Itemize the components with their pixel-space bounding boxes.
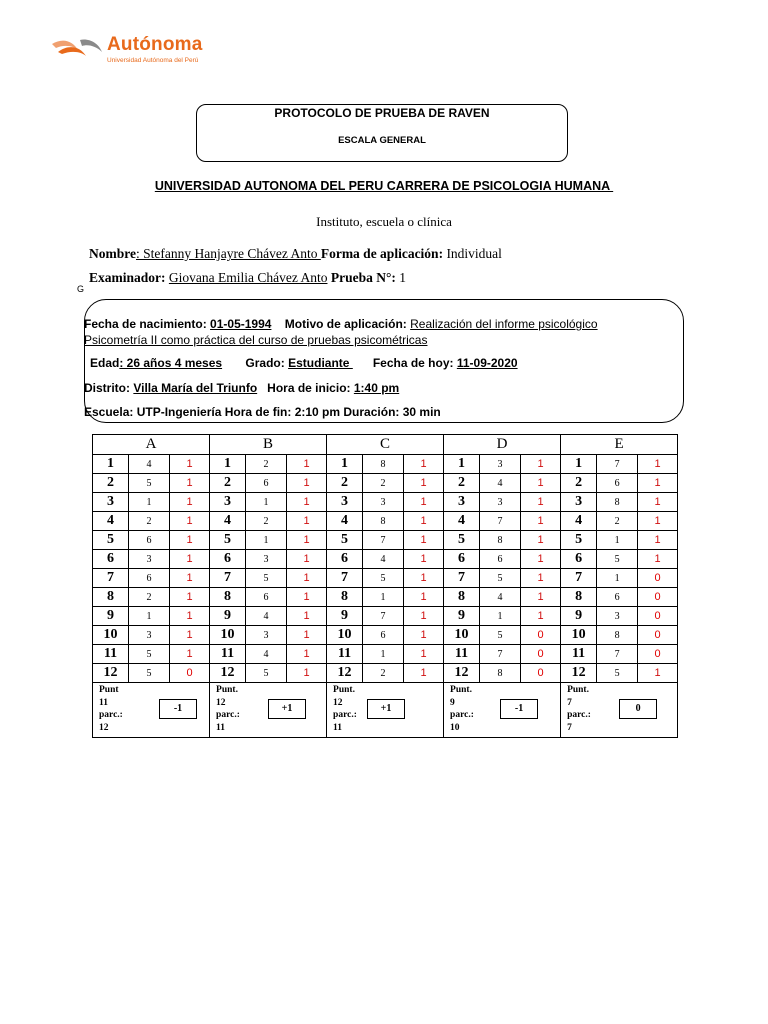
table-row bbox=[93, 512, 678, 531]
edad-value: : 26 años 4 meses bbox=[119, 356, 223, 370]
score-difference-box: +1 bbox=[367, 699, 405, 719]
score-mark-cell: 1 bbox=[287, 645, 327, 664]
item-number: 8 bbox=[93, 588, 129, 607]
item-number: 1 bbox=[327, 455, 363, 474]
item-number: 4 bbox=[561, 512, 597, 531]
score-mark-cell: 1 bbox=[170, 455, 210, 474]
table-row bbox=[93, 493, 678, 512]
university-logo bbox=[50, 32, 220, 68]
answer-cell: 1 bbox=[363, 588, 404, 607]
partial-score-row bbox=[93, 683, 678, 738]
answer-cell: 1 bbox=[597, 569, 638, 588]
answer-cell: 2 bbox=[246, 455, 287, 474]
answer-cell: 8 bbox=[363, 455, 404, 474]
partial-score-cell bbox=[561, 683, 678, 738]
score-mark-cell: 1 bbox=[404, 607, 444, 626]
item-number: 8 bbox=[210, 588, 246, 607]
item-number: 3 bbox=[444, 493, 480, 512]
item-number: 3 bbox=[561, 493, 597, 512]
answer-cell: 6 bbox=[597, 588, 638, 607]
item-number: 6 bbox=[327, 550, 363, 569]
item-number: 9 bbox=[210, 607, 246, 626]
item-number: 2 bbox=[93, 474, 129, 493]
distrito-value: Villa María del Triunfo bbox=[133, 381, 258, 395]
fecha-hoy-value: 11-09-2020 bbox=[456, 356, 518, 370]
score-mark-cell: 1 bbox=[638, 550, 678, 569]
item-number: 8 bbox=[327, 588, 363, 607]
answer-cell: 8 bbox=[480, 531, 521, 550]
name-line bbox=[89, 246, 502, 262]
school-line: Escuela: UTP-Ingeniería Hora de fin: 2:10 pm Duración: 30 min bbox=[84, 405, 441, 419]
table-row bbox=[93, 588, 678, 607]
answer-cell: 1 bbox=[597, 531, 638, 550]
nombre-value: : Stefanny Hanjayre Chávez Anto bbox=[136, 246, 321, 261]
answer-cell: 2 bbox=[363, 474, 404, 493]
item-number: 5 bbox=[210, 531, 246, 550]
item-number: 11 bbox=[93, 645, 129, 664]
g-mark: G bbox=[77, 284, 85, 294]
forma-label: Forma de aplicación: bbox=[320, 246, 444, 261]
column-header-e: E bbox=[561, 435, 678, 455]
answer-cell: 6 bbox=[129, 569, 170, 588]
answer-cell: 1 bbox=[129, 493, 170, 512]
item-number: 10 bbox=[327, 626, 363, 645]
item-number: 1 bbox=[561, 455, 597, 474]
logo-swoosh-icon bbox=[50, 36, 104, 62]
partial-score-cell bbox=[93, 683, 210, 738]
answer-cell: 4 bbox=[363, 550, 404, 569]
answer-cell: 6 bbox=[246, 474, 287, 493]
answer-cell: 4 bbox=[246, 607, 287, 626]
logo-subtitle: Universidad Autónoma del Perú bbox=[107, 57, 199, 64]
answer-cell: 7 bbox=[597, 645, 638, 664]
answer-cell: 5 bbox=[597, 550, 638, 569]
item-number: 6 bbox=[93, 550, 129, 569]
answer-cell: 5 bbox=[363, 569, 404, 588]
score-mark-cell: 1 bbox=[404, 588, 444, 607]
score-mark-cell: 1 bbox=[521, 550, 561, 569]
item-number: 1 bbox=[93, 455, 129, 474]
column-header-a: A bbox=[93, 435, 210, 455]
item-number: 5 bbox=[444, 531, 480, 550]
score-mark-cell: 1 bbox=[404, 550, 444, 569]
item-number: 3 bbox=[210, 493, 246, 512]
column-header-row bbox=[93, 435, 678, 455]
column-header-d: D bbox=[444, 435, 561, 455]
table-row bbox=[93, 645, 678, 664]
fecha-hoy-label: Fecha de hoy: bbox=[372, 356, 454, 370]
answer-cell: 2 bbox=[597, 512, 638, 531]
item-number: 12 bbox=[561, 664, 597, 683]
distrito-label: Distrito: bbox=[84, 381, 130, 395]
item-number: 4 bbox=[210, 512, 246, 531]
table-row bbox=[93, 607, 678, 626]
table-row bbox=[93, 626, 678, 645]
partial-score-text: Punt. 12 parc.: 11 bbox=[333, 685, 357, 733]
score-mark-cell: 1 bbox=[287, 493, 327, 512]
grado-value: Estudiante bbox=[288, 356, 353, 370]
answer-cell: 4 bbox=[480, 588, 521, 607]
examinador-label: Examinador: bbox=[89, 270, 166, 285]
answer-cell: 5 bbox=[129, 645, 170, 664]
answer-cell: 1 bbox=[246, 531, 287, 550]
university-heading: UNIVERSIDAD AUTONOMA DEL PERU CARRERA DE PSICOLOGIA HUMANA bbox=[154, 179, 614, 193]
answer-cell: 7 bbox=[480, 645, 521, 664]
answer-cell: 6 bbox=[129, 531, 170, 550]
item-number: 11 bbox=[444, 645, 480, 664]
answer-cell: 7 bbox=[480, 512, 521, 531]
score-mark-cell: 1 bbox=[521, 493, 561, 512]
answer-cell: 7 bbox=[363, 607, 404, 626]
partial-score-text: Punt 11 parc.: 12 bbox=[99, 685, 123, 733]
item-number: 8 bbox=[444, 588, 480, 607]
item-number: 9 bbox=[444, 607, 480, 626]
item-number: 3 bbox=[93, 493, 129, 512]
score-mark-cell: 1 bbox=[638, 493, 678, 512]
answer-cell: 3 bbox=[363, 493, 404, 512]
score-mark-cell: 1 bbox=[170, 550, 210, 569]
score-mark-cell: 1 bbox=[287, 550, 327, 569]
item-number: 6 bbox=[561, 550, 597, 569]
partial-score-cell bbox=[327, 683, 444, 738]
hora-inicio-value: 1:40 pm bbox=[353, 381, 400, 395]
score-mark-cell: 1 bbox=[170, 588, 210, 607]
score-difference-box: -1 bbox=[500, 699, 538, 719]
item-number: 7 bbox=[210, 569, 246, 588]
answer-cell: 6 bbox=[363, 626, 404, 645]
answer-cell: 3 bbox=[246, 550, 287, 569]
item-number: 12 bbox=[93, 664, 129, 683]
score-mark-cell: 1 bbox=[287, 474, 327, 493]
score-mark-cell: 1 bbox=[521, 531, 561, 550]
partial-score-text: Punt. 7 parc.: 7 bbox=[567, 685, 591, 733]
score-difference-box: 0 bbox=[619, 699, 657, 719]
answer-cell: 5 bbox=[480, 569, 521, 588]
score-mark-cell: 1 bbox=[404, 664, 444, 683]
score-mark-cell: 1 bbox=[521, 455, 561, 474]
answer-cell: 7 bbox=[597, 455, 638, 474]
score-mark-cell: 1 bbox=[638, 474, 678, 493]
fecha-nac-value: 01-05-1994 bbox=[210, 317, 272, 331]
table-row bbox=[93, 664, 678, 683]
score-mark-cell: 1 bbox=[287, 512, 327, 531]
score-mark-cell: 1 bbox=[638, 455, 678, 474]
score-mark-cell: 1 bbox=[287, 664, 327, 683]
partial-score-text: Punt. 12 parc.: 11 bbox=[216, 685, 240, 733]
partial-score-text: Punt. 9 parc.: 10 bbox=[450, 685, 474, 733]
answer-cell: 2 bbox=[129, 588, 170, 607]
answer-cell: 7 bbox=[363, 531, 404, 550]
item-number: 4 bbox=[444, 512, 480, 531]
protocol-subtitle: ESCALA GENERAL bbox=[338, 135, 426, 146]
institute-line: Instituto, escuela o clínica bbox=[316, 214, 452, 229]
grado-label: Grado: bbox=[245, 356, 285, 370]
score-mark-cell: 0 bbox=[521, 664, 561, 683]
answer-cell: 5 bbox=[246, 664, 287, 683]
score-mark-cell: 1 bbox=[287, 531, 327, 550]
item-number: 11 bbox=[210, 645, 246, 664]
answer-cell: 3 bbox=[480, 455, 521, 474]
edad-label: Edad bbox=[90, 356, 120, 370]
answer-cell: 5 bbox=[597, 664, 638, 683]
column-header-c: C bbox=[327, 435, 444, 455]
score-mark-cell: 1 bbox=[521, 588, 561, 607]
score-mark-cell: 1 bbox=[170, 531, 210, 550]
protocol-title-box bbox=[196, 104, 568, 162]
score-mark-cell: 0 bbox=[638, 588, 678, 607]
answer-cell: 4 bbox=[129, 455, 170, 474]
item-number: 7 bbox=[93, 569, 129, 588]
answer-cell: 5 bbox=[129, 474, 170, 493]
score-mark-cell: 1 bbox=[404, 455, 444, 474]
item-number: 6 bbox=[444, 550, 480, 569]
score-mark-cell: 0 bbox=[638, 626, 678, 645]
item-number: 12 bbox=[444, 664, 480, 683]
partial-score-cell bbox=[444, 683, 561, 738]
score-mark-cell: 1 bbox=[638, 512, 678, 531]
answer-cell: 8 bbox=[480, 664, 521, 683]
item-number: 11 bbox=[327, 645, 363, 664]
item-number: 3 bbox=[327, 493, 363, 512]
logo-name: Autónoma bbox=[107, 34, 203, 55]
answer-cell: 8 bbox=[597, 493, 638, 512]
item-number: 5 bbox=[93, 531, 129, 550]
score-mark-cell: 1 bbox=[404, 645, 444, 664]
column-header-b: B bbox=[210, 435, 327, 455]
examiner-line bbox=[89, 270, 406, 286]
item-number: 2 bbox=[210, 474, 246, 493]
birth-motive-line bbox=[84, 317, 598, 331]
score-mark-cell: 1 bbox=[404, 474, 444, 493]
answer-cell: 3 bbox=[597, 607, 638, 626]
answer-cell: 4 bbox=[480, 474, 521, 493]
answer-cell: 4 bbox=[246, 645, 287, 664]
score-mark-cell: 0 bbox=[638, 607, 678, 626]
answer-cell: 2 bbox=[129, 512, 170, 531]
score-mark-cell: 1 bbox=[170, 493, 210, 512]
table-row bbox=[93, 474, 678, 493]
score-mark-cell: 1 bbox=[521, 607, 561, 626]
table-row bbox=[93, 531, 678, 550]
answer-cell: 5 bbox=[480, 626, 521, 645]
answer-cell: 8 bbox=[363, 512, 404, 531]
nombre-label: Nombre bbox=[89, 246, 136, 261]
score-mark-cell: 1 bbox=[287, 588, 327, 607]
item-number: 10 bbox=[561, 626, 597, 645]
item-number: 1 bbox=[210, 455, 246, 474]
item-number: 6 bbox=[210, 550, 246, 569]
score-mark-cell: 1 bbox=[287, 455, 327, 474]
item-number: 12 bbox=[327, 664, 363, 683]
score-mark-cell: 1 bbox=[287, 607, 327, 626]
answer-cell: 6 bbox=[246, 588, 287, 607]
score-mark-cell: 1 bbox=[521, 474, 561, 493]
item-number: 2 bbox=[444, 474, 480, 493]
fecha-nac-label: Fecha de nacimiento: bbox=[84, 317, 207, 331]
score-mark-cell: 0 bbox=[521, 645, 561, 664]
score-mark-cell: 1 bbox=[404, 569, 444, 588]
hora-inicio-label: Hora de inicio: bbox=[267, 381, 351, 395]
item-number: 7 bbox=[327, 569, 363, 588]
answer-cell: 6 bbox=[597, 474, 638, 493]
forma-value: Individual bbox=[446, 246, 502, 261]
prueba-label: Prueba N°: bbox=[330, 270, 396, 285]
item-number: 5 bbox=[561, 531, 597, 550]
item-number: 1 bbox=[444, 455, 480, 474]
answer-cell: 3 bbox=[129, 550, 170, 569]
score-mark-cell: 1 bbox=[404, 626, 444, 645]
answer-cell: 2 bbox=[246, 512, 287, 531]
motivo-label: Motivo de aplicación: bbox=[284, 317, 407, 331]
item-number: 4 bbox=[327, 512, 363, 531]
score-mark-cell: 1 bbox=[404, 493, 444, 512]
score-mark-cell: 1 bbox=[638, 664, 678, 683]
score-table bbox=[92, 434, 678, 738]
district-line bbox=[84, 381, 399, 395]
item-number: 9 bbox=[327, 607, 363, 626]
score-mark-cell: 0 bbox=[638, 645, 678, 664]
item-number: 12 bbox=[210, 664, 246, 683]
score-mark-cell: 1 bbox=[287, 626, 327, 645]
table-row bbox=[93, 569, 678, 588]
score-mark-cell: 1 bbox=[170, 569, 210, 588]
item-number: 11 bbox=[561, 645, 597, 664]
score-mark-cell: 1 bbox=[638, 531, 678, 550]
score-mark-cell: 1 bbox=[521, 569, 561, 588]
motivo-value-continued: Psicometría II como práctica del curso de pruebas psicométricas bbox=[84, 333, 428, 347]
prueba-value: 1 bbox=[399, 270, 406, 285]
score-mark-cell: 1 bbox=[170, 607, 210, 626]
score-mark-cell: 1 bbox=[170, 645, 210, 664]
item-number: 5 bbox=[327, 531, 363, 550]
score-mark-cell: 1 bbox=[404, 531, 444, 550]
item-number: 10 bbox=[210, 626, 246, 645]
answer-cell: 2 bbox=[363, 664, 404, 683]
score-mark-cell: 0 bbox=[521, 626, 561, 645]
score-mark-cell: 1 bbox=[521, 512, 561, 531]
item-number: 4 bbox=[93, 512, 129, 531]
item-number: 9 bbox=[93, 607, 129, 626]
score-mark-cell: 0 bbox=[170, 664, 210, 683]
answer-cell: 1 bbox=[363, 645, 404, 664]
protocol-title: PROTOCOLO DE PRUEBA DE RAVEN bbox=[274, 106, 490, 120]
answer-cell: 3 bbox=[129, 626, 170, 645]
answer-cell: 1 bbox=[480, 607, 521, 626]
table-row bbox=[93, 550, 678, 569]
answer-cell: 1 bbox=[129, 607, 170, 626]
partial-score-cell bbox=[210, 683, 327, 738]
item-number: 2 bbox=[561, 474, 597, 493]
answer-cell: 8 bbox=[597, 626, 638, 645]
answer-cell: 3 bbox=[246, 626, 287, 645]
score-mark-cell: 1 bbox=[287, 569, 327, 588]
item-number: 8 bbox=[561, 588, 597, 607]
table-row bbox=[93, 455, 678, 474]
answer-cell: 1 bbox=[246, 493, 287, 512]
item-number: 2 bbox=[327, 474, 363, 493]
score-mark-cell: 0 bbox=[638, 569, 678, 588]
score-mark-cell: 1 bbox=[170, 512, 210, 531]
item-number: 7 bbox=[444, 569, 480, 588]
item-number: 7 bbox=[561, 569, 597, 588]
age-line bbox=[90, 356, 518, 370]
score-difference-box: -1 bbox=[159, 699, 197, 719]
score-difference-box: +1 bbox=[268, 699, 306, 719]
answer-cell: 5 bbox=[246, 569, 287, 588]
answer-cell: 5 bbox=[129, 664, 170, 683]
answer-cell: 6 bbox=[480, 550, 521, 569]
score-mark-cell: 1 bbox=[170, 626, 210, 645]
examinador-value: Giovana Emilia Chávez Anto bbox=[168, 270, 328, 285]
item-number: 9 bbox=[561, 607, 597, 626]
score-mark-cell: 1 bbox=[170, 474, 210, 493]
item-number: 10 bbox=[93, 626, 129, 645]
score-mark-cell: 1 bbox=[404, 512, 444, 531]
motivo-value: Realización del informe psicológico bbox=[410, 317, 598, 331]
item-number: 10 bbox=[444, 626, 480, 645]
answer-cell: 3 bbox=[480, 493, 521, 512]
